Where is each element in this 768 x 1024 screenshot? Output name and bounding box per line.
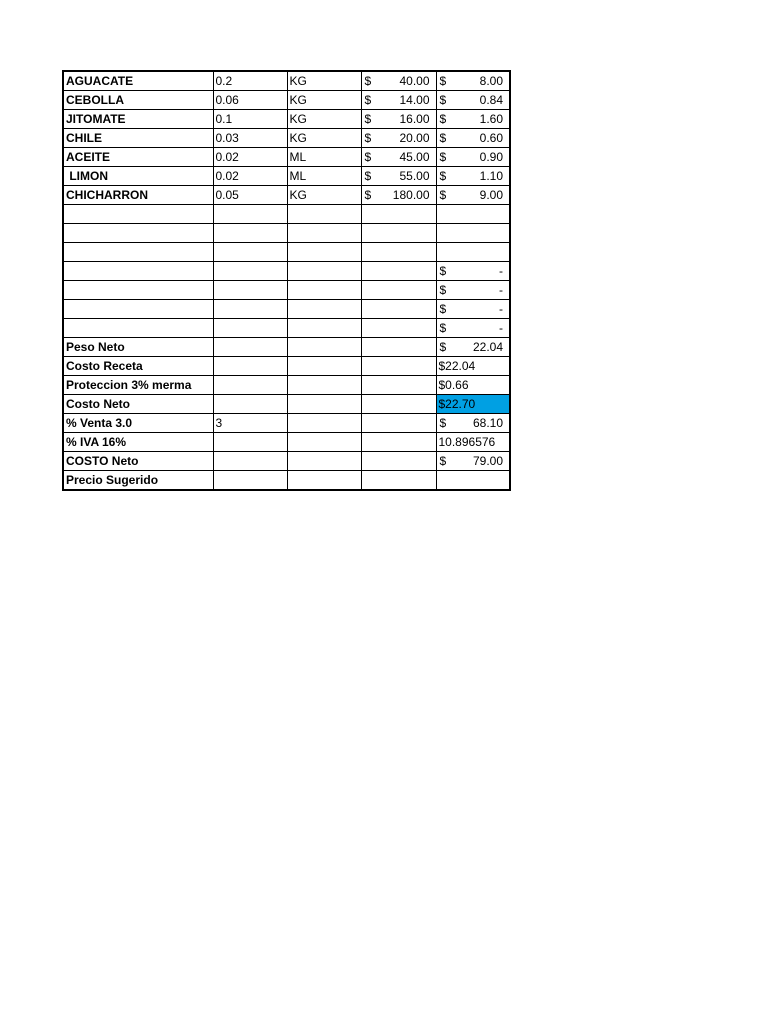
ingredient-name[interactable]: ACEITE — [63, 148, 213, 167]
empty-cell[interactable] — [213, 205, 287, 224]
empty-cell[interactable] — [361, 205, 436, 224]
costo-neto-value-selected[interactable]: $22.70 — [436, 395, 510, 414]
empty-row — [63, 300, 510, 319]
empty-cell[interactable] — [287, 224, 361, 243]
currency-symbol: $ — [439, 131, 447, 145]
currency-symbol: $ — [439, 188, 447, 202]
cost-value: - — [499, 264, 503, 278]
empty-cell[interactable] — [213, 376, 287, 395]
ingredient-price[interactable] — [361, 71, 436, 91]
iva-value[interactable]: 10.896576 — [436, 433, 510, 452]
empty-row — [63, 243, 510, 262]
empty-cell[interactable] — [361, 262, 436, 281]
currency-symbol: $ — [439, 340, 447, 354]
ingredient-cost[interactable] — [436, 148, 510, 167]
cost-cell[interactable] — [436, 300, 510, 319]
empty-cell[interactable] — [213, 224, 287, 243]
currency-symbol: $ — [364, 150, 372, 164]
price-value: 20.00 — [399, 131, 430, 145]
empty-cell[interactable] — [213, 395, 287, 414]
ingredient-price[interactable] — [361, 148, 436, 167]
venta-row — [63, 414, 510, 433]
cost-cell[interactable] — [436, 224, 510, 243]
currency-symbol: $ — [364, 93, 372, 107]
ingredient-cost[interactable] — [436, 129, 510, 148]
ingredient-cost[interactable] — [436, 167, 510, 186]
empty-cell[interactable] — [361, 281, 436, 300]
ingredient-row — [63, 129, 510, 148]
ingredient-qty[interactable]: 0.06 — [213, 91, 287, 110]
cost-value: 1.10 — [479, 169, 503, 183]
empty-cell[interactable] — [287, 357, 361, 376]
ingredient-qty[interactable]: 0.02 — [213, 148, 287, 167]
empty-cell[interactable] — [287, 300, 361, 319]
ingredient-unit[interactable]: KG — [287, 71, 361, 91]
peso-neto-label[interactable]: Peso Neto — [63, 338, 213, 357]
costo-neto-row — [63, 395, 510, 414]
price-value: 14.00 — [399, 93, 430, 107]
ingredient-qty[interactable]: 0.02 — [213, 167, 287, 186]
empty-row — [63, 205, 510, 224]
empty-cell[interactable] — [287, 414, 361, 433]
venta-label[interactable]: % Venta 3.0 — [63, 414, 213, 433]
empty-cell[interactable] — [287, 452, 361, 471]
peso-neto-cell[interactable] — [436, 338, 510, 357]
empty-row — [63, 262, 510, 281]
empty-cell[interactable] — [361, 376, 436, 395]
ingredient-unit[interactable]: KG — [287, 91, 361, 110]
empty-cell[interactable] — [287, 376, 361, 395]
empty-cell[interactable] — [63, 319, 213, 338]
empty-cell[interactable] — [63, 262, 213, 281]
costo-receta-row — [63, 357, 510, 376]
empty-cell[interactable] — [287, 395, 361, 414]
empty-cell[interactable] — [213, 300, 287, 319]
costo-neto-label[interactable]: Costo Neto — [63, 395, 213, 414]
currency-symbol: $ — [364, 112, 372, 126]
proteccion-value[interactable]: $0.66 — [436, 376, 510, 395]
ingredient-cost[interactable] — [436, 91, 510, 110]
ingredient-unit[interactable]: ML — [287, 167, 361, 186]
currency-symbol: $ — [439, 321, 447, 335]
cost-value: 1.60 — [479, 112, 503, 126]
currency-symbol: $ — [439, 416, 447, 430]
empty-cell[interactable] — [213, 452, 287, 471]
empty-cell[interactable] — [63, 243, 213, 262]
empty-cell[interactable] — [213, 262, 287, 281]
recipe-cost-table — [62, 70, 511, 491]
ingredient-row — [63, 71, 510, 91]
empty-cell[interactable] — [287, 281, 361, 300]
peso-neto-row — [63, 338, 510, 357]
ingredient-name[interactable]: AGUACATE — [63, 71, 213, 91]
empty-cell[interactable] — [287, 243, 361, 262]
venta-cell[interactable] — [436, 414, 510, 433]
venta-qty[interactable]: 3 — [213, 414, 287, 433]
proteccion-label[interactable]: Proteccion 3% merma — [63, 376, 213, 395]
ingredient-unit[interactable]: KG — [287, 129, 361, 148]
costo-neto-final-value: 79.00 — [472, 454, 503, 468]
currency-symbol: $ — [439, 302, 447, 316]
ingredient-cost[interactable] — [436, 186, 510, 205]
empty-cell[interactable] — [287, 471, 361, 491]
currency-symbol: $ — [364, 74, 372, 88]
currency-symbol: $ — [439, 74, 447, 88]
empty-cell[interactable] — [213, 281, 287, 300]
ingredient-price[interactable] — [361, 167, 436, 186]
currency-symbol: $ — [439, 454, 447, 468]
ingredient-row — [63, 148, 510, 167]
iva-label[interactable]: % IVA 16% — [63, 433, 213, 452]
precio-sugerido-value[interactable] — [436, 471, 510, 491]
ingredient-row — [63, 110, 510, 129]
empty-cell[interactable] — [361, 243, 436, 262]
empty-cell[interactable] — [213, 319, 287, 338]
ingredient-unit[interactable]: KG — [287, 110, 361, 129]
empty-row — [63, 281, 510, 300]
empty-cell[interactable] — [213, 471, 287, 491]
currency-symbol: $ — [364, 188, 372, 202]
currency-symbol: $ — [439, 150, 447, 164]
empty-row — [63, 224, 510, 243]
ingredient-name[interactable]: LIMON — [63, 167, 213, 186]
empty-cell[interactable] — [63, 205, 213, 224]
currency-symbol: $ — [439, 264, 447, 278]
cost-value: - — [499, 283, 503, 297]
cost-cell[interactable] — [436, 262, 510, 281]
ingredient-price[interactable] — [361, 91, 436, 110]
empty-cell[interactable] — [361, 471, 436, 491]
peso-neto-value: 22.04 — [472, 340, 503, 354]
iva-row — [63, 433, 510, 452]
ingredient-name[interactable]: CHICHARRON — [63, 186, 213, 205]
proteccion-row — [63, 376, 510, 395]
ingredient-unit[interactable]: KG — [287, 186, 361, 205]
empty-cell[interactable] — [361, 300, 436, 319]
empty-cell[interactable] — [287, 319, 361, 338]
price-value: 180.00 — [392, 188, 430, 202]
ingredient-row — [63, 167, 510, 186]
currency-symbol: $ — [439, 169, 447, 183]
cost-cell[interactable] — [436, 319, 510, 338]
cost-value: 0.84 — [479, 93, 503, 107]
cost-cell[interactable] — [436, 281, 510, 300]
costo-receta-value[interactable]: $22.04 — [436, 357, 510, 376]
precio-sugerido-label[interactable]: Precio Sugerido — [63, 471, 213, 491]
ingredient-qty[interactable]: 0.2 — [213, 71, 287, 91]
precio-sugerido-row — [63, 471, 510, 491]
empty-row — [63, 319, 510, 338]
empty-cell[interactable] — [213, 357, 287, 376]
ingredient-name[interactable]: CHILE — [63, 129, 213, 148]
cost-value: 8.00 — [479, 74, 503, 88]
ingredient-row — [63, 91, 510, 110]
ingredient-name[interactable]: JITOMATE — [63, 110, 213, 129]
price-value: 40.00 — [399, 74, 430, 88]
ingredient-qty[interactable]: 0.05 — [213, 186, 287, 205]
costo-neto-final-label[interactable]: COSTO Neto — [63, 452, 213, 471]
empty-cell[interactable] — [361, 433, 436, 452]
empty-cell[interactable] — [213, 433, 287, 452]
currency-symbol: $ — [439, 93, 447, 107]
ingredient-price[interactable] — [361, 129, 436, 148]
venta-value: 68.10 — [472, 416, 503, 430]
currency-symbol: $ — [439, 283, 447, 297]
price-value: 45.00 — [399, 150, 430, 164]
ingredient-cost[interactable] — [436, 110, 510, 129]
empty-cell[interactable] — [63, 224, 213, 243]
currency-symbol: $ — [439, 112, 447, 126]
cost-cell[interactable] — [436, 205, 510, 224]
empty-cell[interactable] — [361, 414, 436, 433]
ingredient-unit[interactable]: ML — [287, 148, 361, 167]
ingredient-row — [63, 186, 510, 205]
cost-value: 9.00 — [479, 188, 503, 202]
empty-cell[interactable] — [63, 281, 213, 300]
costo-receta-label[interactable]: Costo Receta — [63, 357, 213, 376]
empty-cell[interactable] — [361, 319, 436, 338]
price-value: 16.00 — [399, 112, 430, 126]
empty-cell[interactable] — [361, 357, 436, 376]
ingredient-qty[interactable]: 0.03 — [213, 129, 287, 148]
ingredient-price[interactable] — [361, 186, 436, 205]
empty-cell[interactable] — [361, 452, 436, 471]
cost-cell[interactable] — [436, 243, 510, 262]
ingredient-price[interactable] — [361, 110, 436, 129]
ingredient-name[interactable]: CEBOLLA — [63, 91, 213, 110]
ingredient-cost[interactable] — [436, 71, 510, 91]
costo-neto-final-cell[interactable] — [436, 452, 510, 471]
empty-cell[interactable] — [361, 224, 436, 243]
empty-cell[interactable] — [213, 243, 287, 262]
empty-cell[interactable] — [63, 300, 213, 319]
empty-cell[interactable] — [361, 338, 436, 357]
cost-value: 0.60 — [479, 131, 503, 145]
cost-value: - — [499, 302, 503, 316]
empty-cell[interactable] — [287, 338, 361, 357]
costo-neto-final-row — [63, 452, 510, 471]
empty-cell[interactable] — [213, 338, 287, 357]
currency-symbol: $ — [364, 169, 372, 183]
empty-cell[interactable] — [361, 395, 436, 414]
empty-cell[interactable] — [287, 205, 361, 224]
empty-cell[interactable] — [287, 433, 361, 452]
ingredient-qty[interactable]: 0.1 — [213, 110, 287, 129]
empty-cell[interactable] — [287, 262, 361, 281]
price-value: 55.00 — [399, 169, 430, 183]
currency-symbol: $ — [364, 131, 372, 145]
cost-value: - — [499, 321, 503, 335]
cost-value: 0.90 — [479, 150, 503, 164]
